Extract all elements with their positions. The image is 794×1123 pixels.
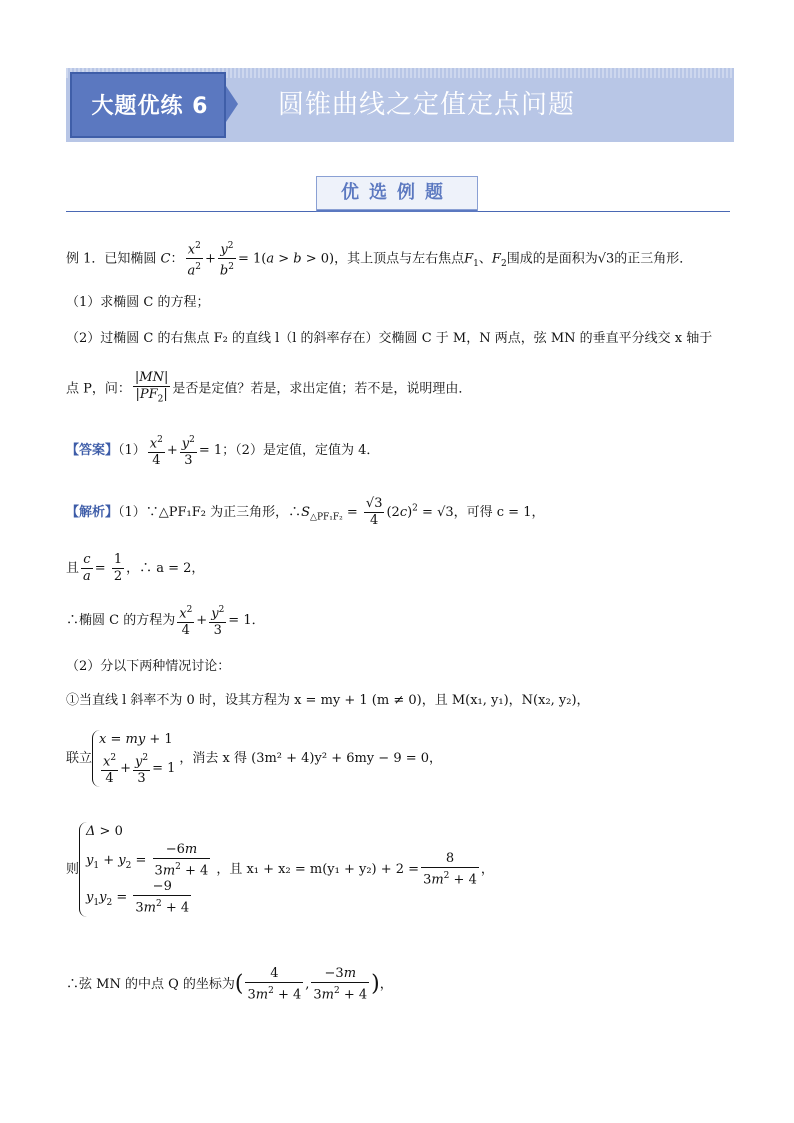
question-2b: [66, 370, 471, 408]
section-badge: [70, 72, 226, 138]
analysis-l2a: 且: [66, 561, 80, 576]
analysis-tag: 【解析】: [66, 505, 119, 520]
analysis-line-8: ∴弦 MN 的中点 Q 的坐标为( $\frac{4}{3m^2 + 4}$ , $\frac{-3m}{3m^2 + 4}$ )，: [66, 966, 393, 1003]
section-tab-label: 优选例题: [341, 182, 453, 203]
intro-prefix: 例 1．已知椭圆: [66, 251, 157, 267]
badge-text: 大题优练 6: [91, 94, 209, 119]
analysis-l1a: （1）∵△PF₁F₂ 为正三角形，∴: [118, 505, 302, 520]
analysis-l1b: ，可得 c = 1，: [453, 505, 545, 520]
analysis-line-5: ①当直线 l 斜率不为 0 时，设其方程为 x = my + 1 (m ≠ 0)，且 M(x₁, y₁)，N(x₂, y₂)，: [66, 693, 590, 708]
analysis-l6b: ，消去 x 得 (3m² + 4)y² + 6my − 9 = 0，: [179, 751, 443, 767]
answer-p1: （1）: [118, 443, 146, 459]
analysis-l2b: ，∴ a = 2，: [126, 561, 205, 576]
badge-notch: [226, 86, 238, 122]
analysis-line-3: ∴椭圆 C 的方程为 $\frac{x^2}{4}$ + $\frac{y^2}{3}$ = 1．: [66, 602, 265, 639]
intro-end: 的正三角形．: [614, 251, 693, 267]
section-tab: [290, 176, 504, 212]
system-brace: x = my + 1 $\frac{x^2}{4}$ + $\frac{y^2}{3}$ = 1: [92, 730, 175, 787]
frac-x2-a2: $\frac{x^2}{a^2}$: [186, 238, 204, 280]
answer-p2: ；（2）是定值，定值为 4．: [222, 443, 380, 459]
analysis-l8a: ∴弦 MN 的中点 Q 的坐标为: [66, 977, 235, 993]
analysis-l7c: ，: [480, 861, 494, 877]
q2b-prefix: 点 P，问：: [66, 381, 131, 397]
analysis-l3b: ．: [251, 613, 265, 629]
analysis-line-2: 且 $\frac{c}{a}$ = $\frac{1}{2}$ ，∴ a = 2，: [66, 552, 205, 584]
analysis-l8b: ，: [379, 977, 393, 993]
question-1: （1）求椭圆 C 的方程；: [66, 295, 210, 310]
conditions-brace: Δ > 0 $y_1 + y_2$ = $\frac{-6m}{3m^2 + 4}$ $y_1y_2$ = $\frac{-9}{3m^2 + 4}$: [79, 822, 212, 917]
question-2a: （2）过椭圆 C 的右焦点 F₂ 的直线 l（l 的斜率存在）交椭圆 C 于 M，N 两点，弦 MN 的垂直平分线交 x 轴于: [66, 331, 713, 346]
intro-suffix: ，其上顶点与左右焦点: [334, 251, 465, 267]
frac-mn-pf2: $\frac{|MN|}{|PF_2|}$: [134, 370, 169, 405]
answer-tag: 【答案】: [66, 443, 119, 459]
analysis-l6a: 联立: [66, 751, 93, 767]
analysis-l7a: 则: [66, 861, 80, 877]
page-title: 圆锥曲线之定值定点问题: [278, 90, 576, 120]
analysis-line-6: [66, 730, 442, 787]
intro-suffix2: 围成的是面积为: [506, 251, 598, 267]
header-banner: [66, 68, 734, 142]
analysis-line-7: 则 Δ > 0 $y_1 + y_2$ = $\frac{-6m}{3m^2 + 4}$ $y_1y_2$ = $\frac{-9}{3m^2 + 4}$ ，且 x₁ + x₂ = m(y₁ + y₂) + 2 = $\frac{8}{3m^2 + 4}$ ，: [66, 824, 494, 916]
analysis-l3a: ∴椭圆 C 的方程为: [66, 613, 176, 629]
answer-line: 【答案】（1） $\frac{x^2}{4}$ + $\frac{y^2}{3}$ = 1；（2）是定值，定值为 4．: [66, 432, 379, 469]
analysis-line-4: （2）分以下两种情况讨论：: [66, 659, 231, 674]
frac-y2-b2: $\frac{y^2}{b^2}$: [218, 238, 236, 280]
analysis-l7b: ，且 x₁ + x₂ = m(y₁ + y₂) + 2 =: [216, 861, 420, 877]
analysis-line-1: 【解析】（1）∵△PF₁F₂ 为正三角形，$\therefore S_{\triangle PF_1F_2}$ = $\frac{√3}{4}$ $(2c)^2 = √3$，可得 c = 1，: [66, 496, 545, 528]
problem-intro: 例 1．已知椭圆 C： $\frac{x^2}{a^2}$ + $\frac{y^2}{b^2}$ = 1(a > b > 0)，其上顶点与左右焦点$F_1$、$F_2$围成的是面积为√3的正三角形．: [66, 238, 692, 280]
q2b-suffix: 是否是定值？若是，求出定值；若不是，说明理由．: [172, 381, 472, 397]
